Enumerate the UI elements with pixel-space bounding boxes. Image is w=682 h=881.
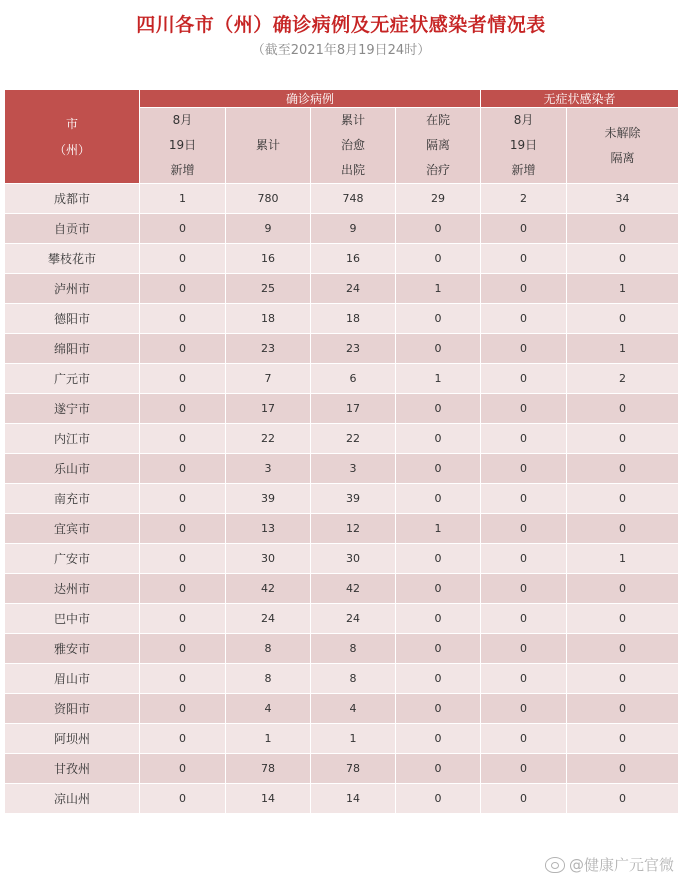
- cell-discharged: 78: [311, 754, 396, 784]
- header-text: 治疗: [426, 163, 451, 177]
- table-row: [5, 274, 679, 304]
- table-row: [5, 604, 679, 634]
- cell-confirmed-new: 0: [140, 694, 226, 724]
- cell-discharged: 9: [311, 214, 396, 244]
- header-asymptomatic-isolation: [567, 108, 679, 184]
- cell-discharged: 8: [311, 634, 396, 664]
- page-subtitle: （截至2021年8月19日24时）: [251, 43, 431, 58]
- cell-confirmed-total: 7: [226, 364, 311, 394]
- cell-confirmed-total: 30: [226, 544, 311, 574]
- cell-city: 乐山市: [5, 454, 140, 484]
- cell-asymptomatic-new: 0: [481, 664, 567, 694]
- cell-asymptomatic-isolation: 0: [567, 604, 679, 634]
- cell-city: 遂宁市: [5, 394, 140, 424]
- cell-confirmed-new: 0: [140, 334, 226, 364]
- table-row: [5, 634, 679, 664]
- cell-confirmed-total: 780: [226, 184, 311, 214]
- cell-discharged: 30: [311, 544, 396, 574]
- cell-in-hospital: 0: [396, 724, 481, 754]
- table-row: [5, 454, 679, 484]
- cell-in-hospital: 1: [396, 514, 481, 544]
- cell-discharged: 14: [311, 784, 396, 814]
- cell-confirmed-total: 13: [226, 514, 311, 544]
- watermark: [545, 854, 674, 875]
- header-text: 新增: [511, 163, 536, 177]
- table-row: [5, 424, 679, 454]
- cell-asymptomatic-isolation: 0: [567, 244, 679, 274]
- cell-confirmed-new: 0: [140, 244, 226, 274]
- cell-asymptomatic-isolation: 0: [567, 634, 679, 664]
- table-row: [5, 544, 679, 574]
- cell-asymptomatic-isolation: 0: [567, 754, 679, 784]
- cell-confirmed-total: 3: [226, 454, 311, 484]
- cell-city: 广元市: [5, 364, 140, 394]
- cell-confirmed-new: 0: [140, 784, 226, 814]
- header-text: 新增: [170, 163, 195, 177]
- header-text: 8月: [513, 113, 534, 127]
- cell-asymptomatic-new: 0: [481, 634, 567, 664]
- page-title: 四川各市（州）确诊病例及无症状感染者情况表: [136, 14, 546, 36]
- cell-asymptomatic-isolation: 0: [567, 724, 679, 754]
- cell-confirmed-new: 0: [140, 394, 226, 424]
- cell-confirmed-new: 0: [140, 214, 226, 244]
- cell-confirmed-new: 0: [140, 604, 226, 634]
- cell-asymptomatic-isolation: 0: [567, 784, 679, 814]
- cell-confirmed-new: 1: [140, 184, 226, 214]
- cell-discharged: 4: [311, 694, 396, 724]
- header-asymptomatic-group: 无症状感染者: [481, 90, 679, 108]
- cell-city: 自贡市: [5, 214, 140, 244]
- cell-in-hospital: 1: [396, 274, 481, 304]
- cell-discharged: 17: [311, 394, 396, 424]
- cell-in-hospital: 0: [396, 244, 481, 274]
- cell-asymptomatic-new: 0: [481, 274, 567, 304]
- cell-asymptomatic-isolation: 0: [567, 304, 679, 334]
- table-row: [5, 214, 679, 244]
- cell-in-hospital: 29: [396, 184, 481, 214]
- cell-in-hospital: 0: [396, 304, 481, 334]
- cell-confirmed-new: 0: [140, 544, 226, 574]
- cell-asymptomatic-isolation: 0: [567, 574, 679, 604]
- cell-confirmed-total: 4: [226, 694, 311, 724]
- cell-city: 眉山市: [5, 664, 140, 694]
- cell-asymptomatic-new: 0: [481, 604, 567, 634]
- cell-confirmed-new: 0: [140, 724, 226, 754]
- cell-confirmed-total: 25: [226, 274, 311, 304]
- header-text: 累计: [255, 138, 280, 152]
- table-row: [5, 394, 679, 424]
- header-text: 出院: [340, 163, 365, 177]
- cell-asymptomatic-isolation: 1: [567, 334, 679, 364]
- header-asymptomatic-new: [481, 108, 567, 184]
- header-text: 隔离: [426, 138, 451, 152]
- cell-discharged: 748: [311, 184, 396, 214]
- cell-city: 内江市: [5, 424, 140, 454]
- cell-confirmed-new: 0: [140, 634, 226, 664]
- cell-asymptomatic-isolation: 0: [567, 664, 679, 694]
- cell-discharged: 1: [311, 724, 396, 754]
- cell-confirmed-total: 39: [226, 484, 311, 514]
- cell-discharged: 18: [311, 304, 396, 334]
- cell-confirmed-total: 23: [226, 334, 311, 364]
- table-row: [5, 364, 679, 394]
- cell-discharged: 24: [311, 274, 396, 304]
- table-row: [5, 304, 679, 334]
- cell-confirmed-total: 16: [226, 244, 311, 274]
- table-row: [5, 484, 679, 514]
- cell-confirmed-total: 18: [226, 304, 311, 334]
- cell-asymptomatic-new: 0: [481, 424, 567, 454]
- cell-asymptomatic-new: 0: [481, 754, 567, 784]
- cell-confirmed-total: 9: [226, 214, 311, 244]
- cell-confirmed-new: 0: [140, 274, 226, 304]
- cell-asymptomatic-new: 0: [481, 514, 567, 544]
- cell-discharged: 39: [311, 484, 396, 514]
- header-confirmed-total: [226, 108, 311, 184]
- cell-discharged: 3: [311, 454, 396, 484]
- header-confirmed-new: [140, 108, 226, 184]
- header-text: 隔离: [610, 150, 635, 165]
- header-text: 19日: [509, 138, 538, 152]
- cell-confirmed-total: 14: [226, 784, 311, 814]
- cell-confirmed-total: 8: [226, 664, 311, 694]
- cell-city: 甘孜州: [5, 754, 140, 784]
- cell-discharged: 16: [311, 244, 396, 274]
- cell-asymptomatic-new: 0: [481, 784, 567, 814]
- cell-confirmed-new: 0: [140, 574, 226, 604]
- header-text: 累计: [340, 113, 365, 127]
- cell-asymptomatic-new: 0: [481, 334, 567, 364]
- header-city: [5, 90, 140, 184]
- cell-asymptomatic-new: 0: [481, 394, 567, 424]
- cell-confirmed-new: 0: [140, 304, 226, 334]
- cell-asymptomatic-new: 0: [481, 214, 567, 244]
- cell-city: 广安市: [5, 544, 140, 574]
- cell-in-hospital: 0: [396, 454, 481, 484]
- cell-discharged: 23: [311, 334, 396, 364]
- cell-asymptomatic-isolation: 34: [567, 184, 679, 214]
- cell-in-hospital: 0: [396, 664, 481, 694]
- cell-city: 阿坝州: [5, 724, 140, 754]
- cell-city: 宜宾市: [5, 514, 140, 544]
- table-body: [5, 184, 679, 814]
- table-row: [5, 724, 679, 754]
- cell-confirmed-new: 0: [140, 664, 226, 694]
- cell-asymptomatic-new: 0: [481, 304, 567, 334]
- cell-confirmed-new: 0: [140, 364, 226, 394]
- cell-asymptomatic-new: 0: [481, 574, 567, 604]
- cell-asymptomatic-isolation: 0: [567, 514, 679, 544]
- header-confirmed-group: 确诊病例: [140, 90, 481, 108]
- table-row: [5, 574, 679, 604]
- cell-confirmed-total: 17: [226, 394, 311, 424]
- cell-discharged: 42: [311, 574, 396, 604]
- cell-city: 雅安市: [5, 634, 140, 664]
- header-text: 在院: [426, 113, 451, 127]
- header-text: 未解除: [604, 125, 641, 140]
- cell-in-hospital: 0: [396, 784, 481, 814]
- cell-asymptomatic-isolation: 0: [567, 484, 679, 514]
- cell-asymptomatic-isolation: 1: [567, 274, 679, 304]
- weibo-icon: [545, 857, 565, 873]
- cell-discharged: 22: [311, 424, 396, 454]
- header-text: 19日: [168, 138, 197, 152]
- cell-asymptomatic-new: 0: [481, 244, 567, 274]
- cell-city: 达州市: [5, 574, 140, 604]
- cell-discharged: 12: [311, 514, 396, 544]
- cell-asymptomatic-new: 2: [481, 184, 567, 214]
- cell-in-hospital: 0: [396, 634, 481, 664]
- cell-city: 巴中市: [5, 604, 140, 634]
- cell-asymptomatic-isolation: 0: [567, 424, 679, 454]
- cell-asymptomatic-isolation: 0: [567, 454, 679, 484]
- table-row: [5, 754, 679, 784]
- cell-in-hospital: 0: [396, 334, 481, 364]
- cell-city: 德阳市: [5, 304, 140, 334]
- cell-in-hospital: 0: [396, 604, 481, 634]
- cell-in-hospital: 0: [396, 484, 481, 514]
- cell-in-hospital: 0: [396, 544, 481, 574]
- cell-in-hospital: 1: [396, 364, 481, 394]
- cell-asymptomatic-new: 0: [481, 484, 567, 514]
- cell-confirmed-total: 1: [226, 724, 311, 754]
- watermark-text: @健康广元官微: [568, 856, 674, 874]
- cell-discharged: 6: [311, 364, 396, 394]
- cell-city: 南充市: [5, 484, 140, 514]
- cell-asymptomatic-new: 0: [481, 694, 567, 724]
- cell-discharged: 24: [311, 604, 396, 634]
- cell-in-hospital: 0: [396, 214, 481, 244]
- cell-discharged: 8: [311, 664, 396, 694]
- cell-confirmed-total: 42: [226, 574, 311, 604]
- cell-in-hospital: 0: [396, 574, 481, 604]
- cell-in-hospital: 0: [396, 394, 481, 424]
- header-text: 治愈: [340, 138, 365, 152]
- cell-confirmed-new: 0: [140, 514, 226, 544]
- header-confirmed-in-hospital: [396, 108, 481, 184]
- cell-city: 绵阳市: [5, 334, 140, 364]
- cell-in-hospital: 0: [396, 694, 481, 724]
- header-city-line2: （州）: [53, 142, 90, 157]
- cell-confirmed-new: 0: [140, 424, 226, 454]
- header-text: 8月: [172, 113, 193, 127]
- table-row: [5, 694, 679, 724]
- cell-city: 资阳市: [5, 694, 140, 724]
- cell-city: 凉山州: [5, 784, 140, 814]
- cell-confirmed-total: 8: [226, 634, 311, 664]
- cell-city: 泸州市: [5, 274, 140, 304]
- cell-asymptomatic-new: 0: [481, 724, 567, 754]
- cell-confirmed-total: 78: [226, 754, 311, 784]
- cell-confirmed-new: 0: [140, 454, 226, 484]
- cell-confirmed-new: 0: [140, 484, 226, 514]
- table-row: [5, 664, 679, 694]
- cell-confirmed-total: 22: [226, 424, 311, 454]
- cell-in-hospital: 0: [396, 424, 481, 454]
- header-confirmed-discharged: [311, 108, 396, 184]
- cell-asymptomatic-new: 0: [481, 454, 567, 484]
- table-row: [5, 244, 679, 274]
- cell-asymptomatic-isolation: 0: [567, 214, 679, 244]
- cell-asymptomatic-isolation: 0: [567, 694, 679, 724]
- cell-city: 成都市: [5, 184, 140, 214]
- table-row: [5, 784, 679, 814]
- cell-asymptomatic-new: 0: [481, 364, 567, 394]
- cell-confirmed-total: 24: [226, 604, 311, 634]
- cases-table: [4, 89, 679, 814]
- cell-confirmed-new: 0: [140, 754, 226, 784]
- table-row: [5, 514, 679, 544]
- cell-asymptomatic-isolation: 0: [567, 394, 679, 424]
- cell-asymptomatic-isolation: 2: [567, 364, 679, 394]
- cell-asymptomatic-isolation: 1: [567, 544, 679, 574]
- table-row: [5, 184, 679, 214]
- cell-asymptomatic-new: 0: [481, 544, 567, 574]
- header-city-line1: 市: [65, 116, 78, 131]
- cell-in-hospital: 0: [396, 754, 481, 784]
- table-row: [5, 334, 679, 364]
- cell-city: 攀枝花市: [5, 244, 140, 274]
